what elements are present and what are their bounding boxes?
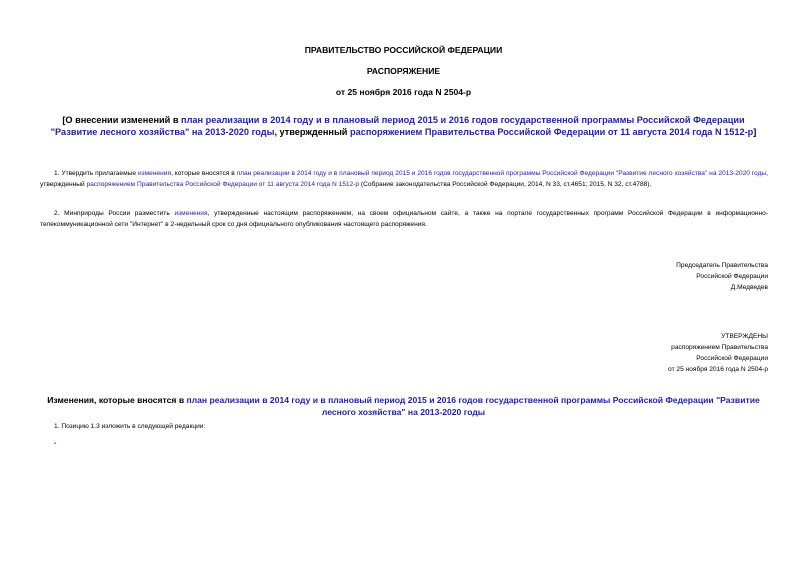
para1-text-1: 1. Утвердить прилагаемые [54, 170, 138, 177]
quote-mark: " [54, 442, 57, 449]
signature-block [676, 260, 768, 293]
para1-link-government[interactable]: Правительства Российской Федерации от 11 августа 2014 года N 1512-р [137, 181, 360, 188]
para1-text-5: (Собрание законодательства Российской Федерации, 2014, N 33, ст.4651; 2015, N 32, ст.4788). [359, 181, 652, 188]
signature-line-3: Д.Медведев [730, 284, 768, 291]
paragraph-2 [40, 208, 768, 230]
title-link-order[interactable]: распоряжением Правительства Российской Федерации от 11 августа 2014 года N 1512-р [350, 127, 754, 137]
approval-line-1: УТВЕРЖДЕНЫ [721, 333, 768, 340]
para1-link-order[interactable]: распоряжением [86, 181, 136, 188]
para1-link-changes[interactable]: изменения [137, 170, 172, 177]
approval-line-3: Российской Федерации [696, 355, 768, 362]
title-text-1: [О внесении изменений в [62, 115, 182, 125]
changes-title-text: Изменения, которые вносятся в [47, 395, 187, 405]
item-1: 1. Позицию 1.3 изложить в следующей редакции: [54, 423, 206, 430]
changes-title [40, 394, 767, 418]
para1-text-3: , утвержденный [40, 170, 768, 188]
para2-text-2: , утвержденные настоящим распоряжением, на своем официальном сайте, а также на портале государственных программ Российской Федерации в информационно-телекоммуникационной сети "Интернет" в 2-недельный срок со дня официального опубликования настоящего распоряжения. [40, 210, 769, 228]
signature-line-2: Российской Федерации [696, 273, 768, 280]
approval-line-4: от 25 ноября 2016 года N 2504-р [668, 366, 768, 373]
paragraph-1 [40, 168, 768, 190]
para1-text-2: , которые вносятся в [171, 170, 237, 177]
date-number-heading: от 25 ноября 2016 года N 2504-р [335, 87, 472, 97]
para2-link-changes[interactable]: изменения [174, 210, 208, 217]
document-title [40, 114, 767, 138]
title-link-plan[interactable]: план реализации в 2014 году и в плановый период 2015 и 2016 годов государственной программы Российской Федерации "Развитие лесного хозяйства" на 2013-2020 годы [50, 115, 745, 137]
government-heading: ПРАВИТЕЛЬСТВО РОССИЙСКОЙ ФЕДЕРАЦИИ [304, 45, 503, 55]
signature-line-1: Председатель Правительства [676, 262, 768, 269]
para2-text-1: 2. Минприроды России разместить [54, 210, 175, 217]
title-text-2: , утвержденный [274, 127, 351, 137]
approval-block [668, 331, 768, 375]
changes-title-link-plan[interactable]: план реализации в 2014 году и в плановый период 2015 и 2016 годов государственной программы Российской Федерации "Развитие лесного хозяйства" на 2013-2020 годы [186, 395, 760, 417]
para1-link-plan[interactable]: план реализации в 2014 году и в плановый период 2015 и 2016 годов государственной программы Российской Федерации "Развитие лесного хозяйства" на 2013-2020 годы [236, 170, 767, 177]
doc-type-heading: РАСПОРЯЖЕНИЕ [366, 66, 441, 76]
title-text-3: ] [753, 127, 757, 137]
approval-line-2: распоряжением Правительства [671, 344, 768, 351]
